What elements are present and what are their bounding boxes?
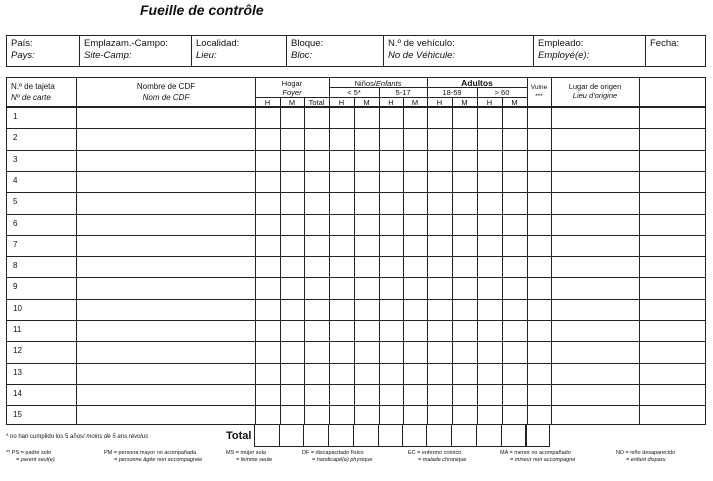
row-number: 6 [13, 218, 18, 228]
col-header-under5: < 5* [347, 88, 361, 97]
legend-item: DF = discapacitado físico = handicapé(e) physique [302, 450, 373, 463]
row-number: 1 [13, 112, 18, 121]
table-row-divider [7, 384, 705, 385]
form-header [6, 35, 706, 67]
col-header-origin-fr: Lieu d'origine [572, 91, 618, 100]
header-field-block[interactable]: Bloque: Bloc: [286, 36, 383, 66]
row-number: 9 [13, 282, 18, 292]
col-header-18-59: 18-59 [442, 88, 462, 97]
legend-item: MA = menor no acompañado = mineur non accompagné [500, 450, 576, 463]
legend-item: PM = persona mayor no acompañada = personne âgée non accompagnée [104, 450, 203, 463]
col-header-children: Niños/Enfants [354, 79, 402, 88]
form-title: Fueille de contrôle [140, 2, 264, 18]
total-row[interactable] [254, 425, 526, 447]
col-header-5-17: 5-17 [395, 88, 411, 97]
header-field-vehicle[interactable]: N.º de vehículo: No de Véhicule: [383, 36, 533, 66]
total-label: Total [226, 430, 252, 442]
col-header-name: Nombre de CDF [136, 82, 196, 91]
row-number: 2 [13, 133, 18, 143]
table-row-divider [7, 150, 705, 151]
footnote: * no han cumplido los 5 años/ moins de 5 ans révolus [6, 434, 149, 440]
table-row-divider [7, 363, 705, 364]
table-row-divider [7, 320, 705, 321]
total-vulnerable-cell[interactable] [526, 425, 550, 447]
table-row-divider [7, 277, 705, 278]
row-number: 14 [13, 388, 22, 398]
row-number: 7 [13, 239, 18, 249]
row-number: 12 [13, 346, 22, 356]
legend-item: MS = mujer sola = femme seule [226, 450, 273, 463]
header-field-employee[interactable]: Empleado: Employé(e): [533, 36, 645, 66]
table-row-divider [7, 341, 705, 342]
row-number: 5 [13, 197, 18, 207]
col-header-card-number: N.º de tajeta [11, 82, 55, 91]
col-header-over60: > 60 [494, 88, 510, 97]
row-number: 10 [13, 303, 22, 313]
table-row-divider [7, 256, 705, 257]
col-header-origin: Lugar de origen [568, 82, 622, 91]
col-header-name-fr: Nom de CDF [142, 93, 190, 102]
table-row-divider [7, 171, 705, 172]
col-header-household-fr: Foyer [282, 88, 302, 97]
col-header-household: Hogar [281, 79, 303, 88]
legend-item: EC = enfermo crónico = malade chronique [408, 450, 467, 463]
legend-item: ** PS = padre solo = parent seul(e) [6, 450, 55, 463]
col-header-card-number-fr: Nº de carte [11, 93, 51, 102]
row-number: 4 [13, 175, 18, 185]
header-field-country[interactable]: País: Pays: [11, 38, 35, 61]
header-field-location[interactable]: Localidad: Lieu: [191, 36, 286, 66]
col-header-vulnerable-mark: *** [535, 93, 543, 100]
table-row-divider [7, 235, 705, 236]
row-number: 11 [13, 325, 22, 334]
table-row-divider [7, 192, 705, 193]
row-number: 8 [13, 261, 18, 271]
col-header-adults: Adultos [461, 78, 493, 88]
table-row-divider [7, 405, 705, 406]
row-number: 3 [13, 154, 18, 164]
header-field-site[interactable]: Emplazam.-Campo: Site-Camp: [79, 36, 191, 66]
table-row-divider [7, 214, 705, 215]
col-header-vulnerable: Vulne [530, 84, 548, 91]
table-row-divider [7, 299, 705, 300]
table-row-divider [7, 128, 705, 129]
row-number: 13 [13, 367, 22, 377]
header-field-date[interactable]: Fecha: [645, 36, 705, 66]
row-number: 15 [13, 410, 22, 420]
legend-item: ND = niño desaparecido = enfant disparu [616, 450, 676, 463]
registration-table: N.º de tajeta Nº de carte Nombre de CDF Nom de CDF Hogar Foyer Niños/Enfants < 5* 5-17 Adultos 18-59 > 60 Vulne *** Lugar de origen Lieu d'origine H M Total H M H M H M H M 1 2 3 4 5 6 7 8 9 10 11 12 13 14 15 [6, 77, 706, 425]
